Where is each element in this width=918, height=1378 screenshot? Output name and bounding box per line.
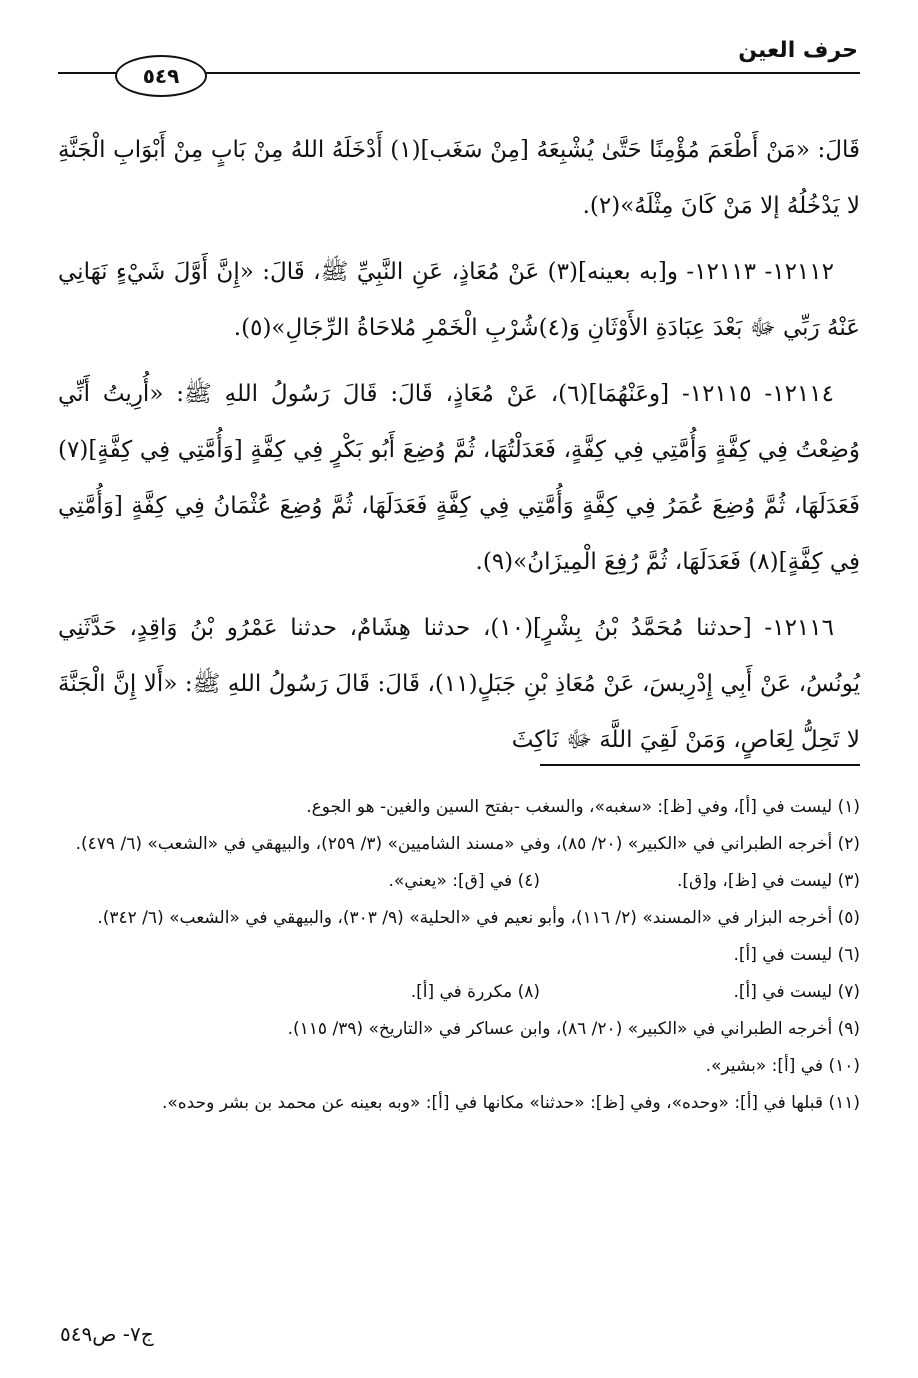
paragraph: ١٢١١٤- ١٢١١٥- [وعَنْهُمَا](٦)، عَنْ مُعَاذٍ، قَالَ: قَالَ رَسُولُ اللهِ ﷺ: «أُرِيتُ أَنِّي وُضِعْتُ فِي كِفَّةٍ وَأُمَّتِي فِي كِفَّةٍ، فَعَدَلْتُهَا، ثُمَّ وُضِعَ أَبُو بَكْرٍ فِي كِفَّةٍ [وَأُمَّتِي فِي كِفَّةٍ](٧) فَعَدَلَهَا، ثُمَّ وُضِعَ عُمَرُ فِي كِفَّةٍ وَأُمَّتِي فِي كِفَّةٍ فَعَدَلَهَا، ثُمَّ وُضِعَ عُثْمَانُ فِي كِفَّةٍ [وَأُمَّتِي فِي كِفَّةٍ](٨) فَعَدَلَهَا، ثُمَّ رُفِعَ الْمِيزَانُ»(٩). <box>58 381 860 575</box>
paragraph: قَالَ: «مَنْ أَطْعَمَ مُؤْمِنًا حَتَّىٰ يُشْبِعَهُ [مِنْ سَغَب](١) أَدْخَلَهُ اللهُ مِنْ بَابٍ مِنْ أَبْوَابِ الْجَنَّةِ لا يَدْخُلُهُ إلا مَنْ كَانَ مِثْلَهُ»(٢). <box>58 137 860 219</box>
footnote: (١) ليست في [أ]، وفي [ظ]: «سغبه»، والسغب -بفتح السين والغين- هو الجوع. <box>306 797 860 817</box>
footnote: (٦) ليست في [أ]. <box>733 945 860 965</box>
page-header-title: حرف العين <box>738 38 858 63</box>
footnote-row <box>58 864 860 898</box>
footnote: (٣) ليست في [ظ]، و[ق]. <box>676 871 860 891</box>
page-number-badge <box>115 55 207 97</box>
footnote: (١١) قبلها في [أ]: «وحده»، وفي [ظ]: «حدثنا» مكانها في [أ]: «وبه بعينه عن محمد بن بشر وحده». <box>161 1093 860 1113</box>
footnote: (١٠) في [أ]: «بشير». <box>705 1056 860 1076</box>
footnote: (٧) ليست في [أ]. <box>733 982 860 1002</box>
footnote-separator <box>540 764 860 766</box>
footnotes <box>58 790 860 1123</box>
volume-page-reference: ج٧- ص٥٤٩ <box>60 1322 154 1346</box>
footnote: (٩) أخرجه الطبراني في «الكبير» (٢٠/ ٨٦)، وابن عساكر في «التاريخ» (٣٩/ ١١٥). <box>287 1019 860 1039</box>
footnote: (٥) أخرجه البزار في «المسند» (٢/ ١١٦)، وأبو نعيم في «الحلية» (٩/ ٣٠٣)، والبيهقي في «الشعب» (٦/ ٣٤٢). <box>97 908 860 928</box>
page-number: ٥٤٩ <box>142 64 180 88</box>
footnote-row <box>58 975 860 1009</box>
paragraph: ١٢١١٦- [حدثنا مُحَمَّدُ بْنُ بِشْرٍ](١٠)، حدثنا هِشَامٌ، حدثنا عَمْرُو بْنُ وَاقِدٍ، حَدَّثَنِي يُونُسُ، عَنْ أَبِي إِدْرِيسَ، عَنْ مُعَاذِ بْنِ جَبَلٍ(١١)، قَالَ: قَالَ رَسُولُ اللهِ ﷺ: «أَلا إِنَّ الْجَنَّةَ لا تَحِلُّ لِعَاصٍ، وَمَنْ لَقِيَ اللَّهَ ﷻ نَاكِثَ <box>58 615 860 753</box>
main-text <box>58 122 860 778</box>
footnote: (٢) أخرجه الطبراني في «الكبير» (٢٠/ ٨٥)، وفي «مسند الشاميين» (٣/ ٢٥٩)، والبيهقي في «الشعب» (٦/ ٤٧٩). <box>75 834 860 854</box>
paragraph: ١٢١١٢- ١٢١١٣- و[به بعينه](٣) عَنْ مُعَاذٍ، عَنِ النَّبِيِّ ﷺ، قَالَ: «إِنَّ أَوَّلَ شَيْءٍ نَهَانِي عَنْهُ رَبِّي ﷻ بَعْدَ عِبَادَةِ الأَوْثَانِ وَ(٤)شُرْبِ الْخَمْرِ مُلاحَاةُ الرِّجَالِ»(٥). <box>58 259 860 341</box>
footnote: (٨) مكررة في [أ]. <box>410 982 540 1002</box>
footnote: (٤) في [ق]: «يعني». <box>388 871 540 891</box>
